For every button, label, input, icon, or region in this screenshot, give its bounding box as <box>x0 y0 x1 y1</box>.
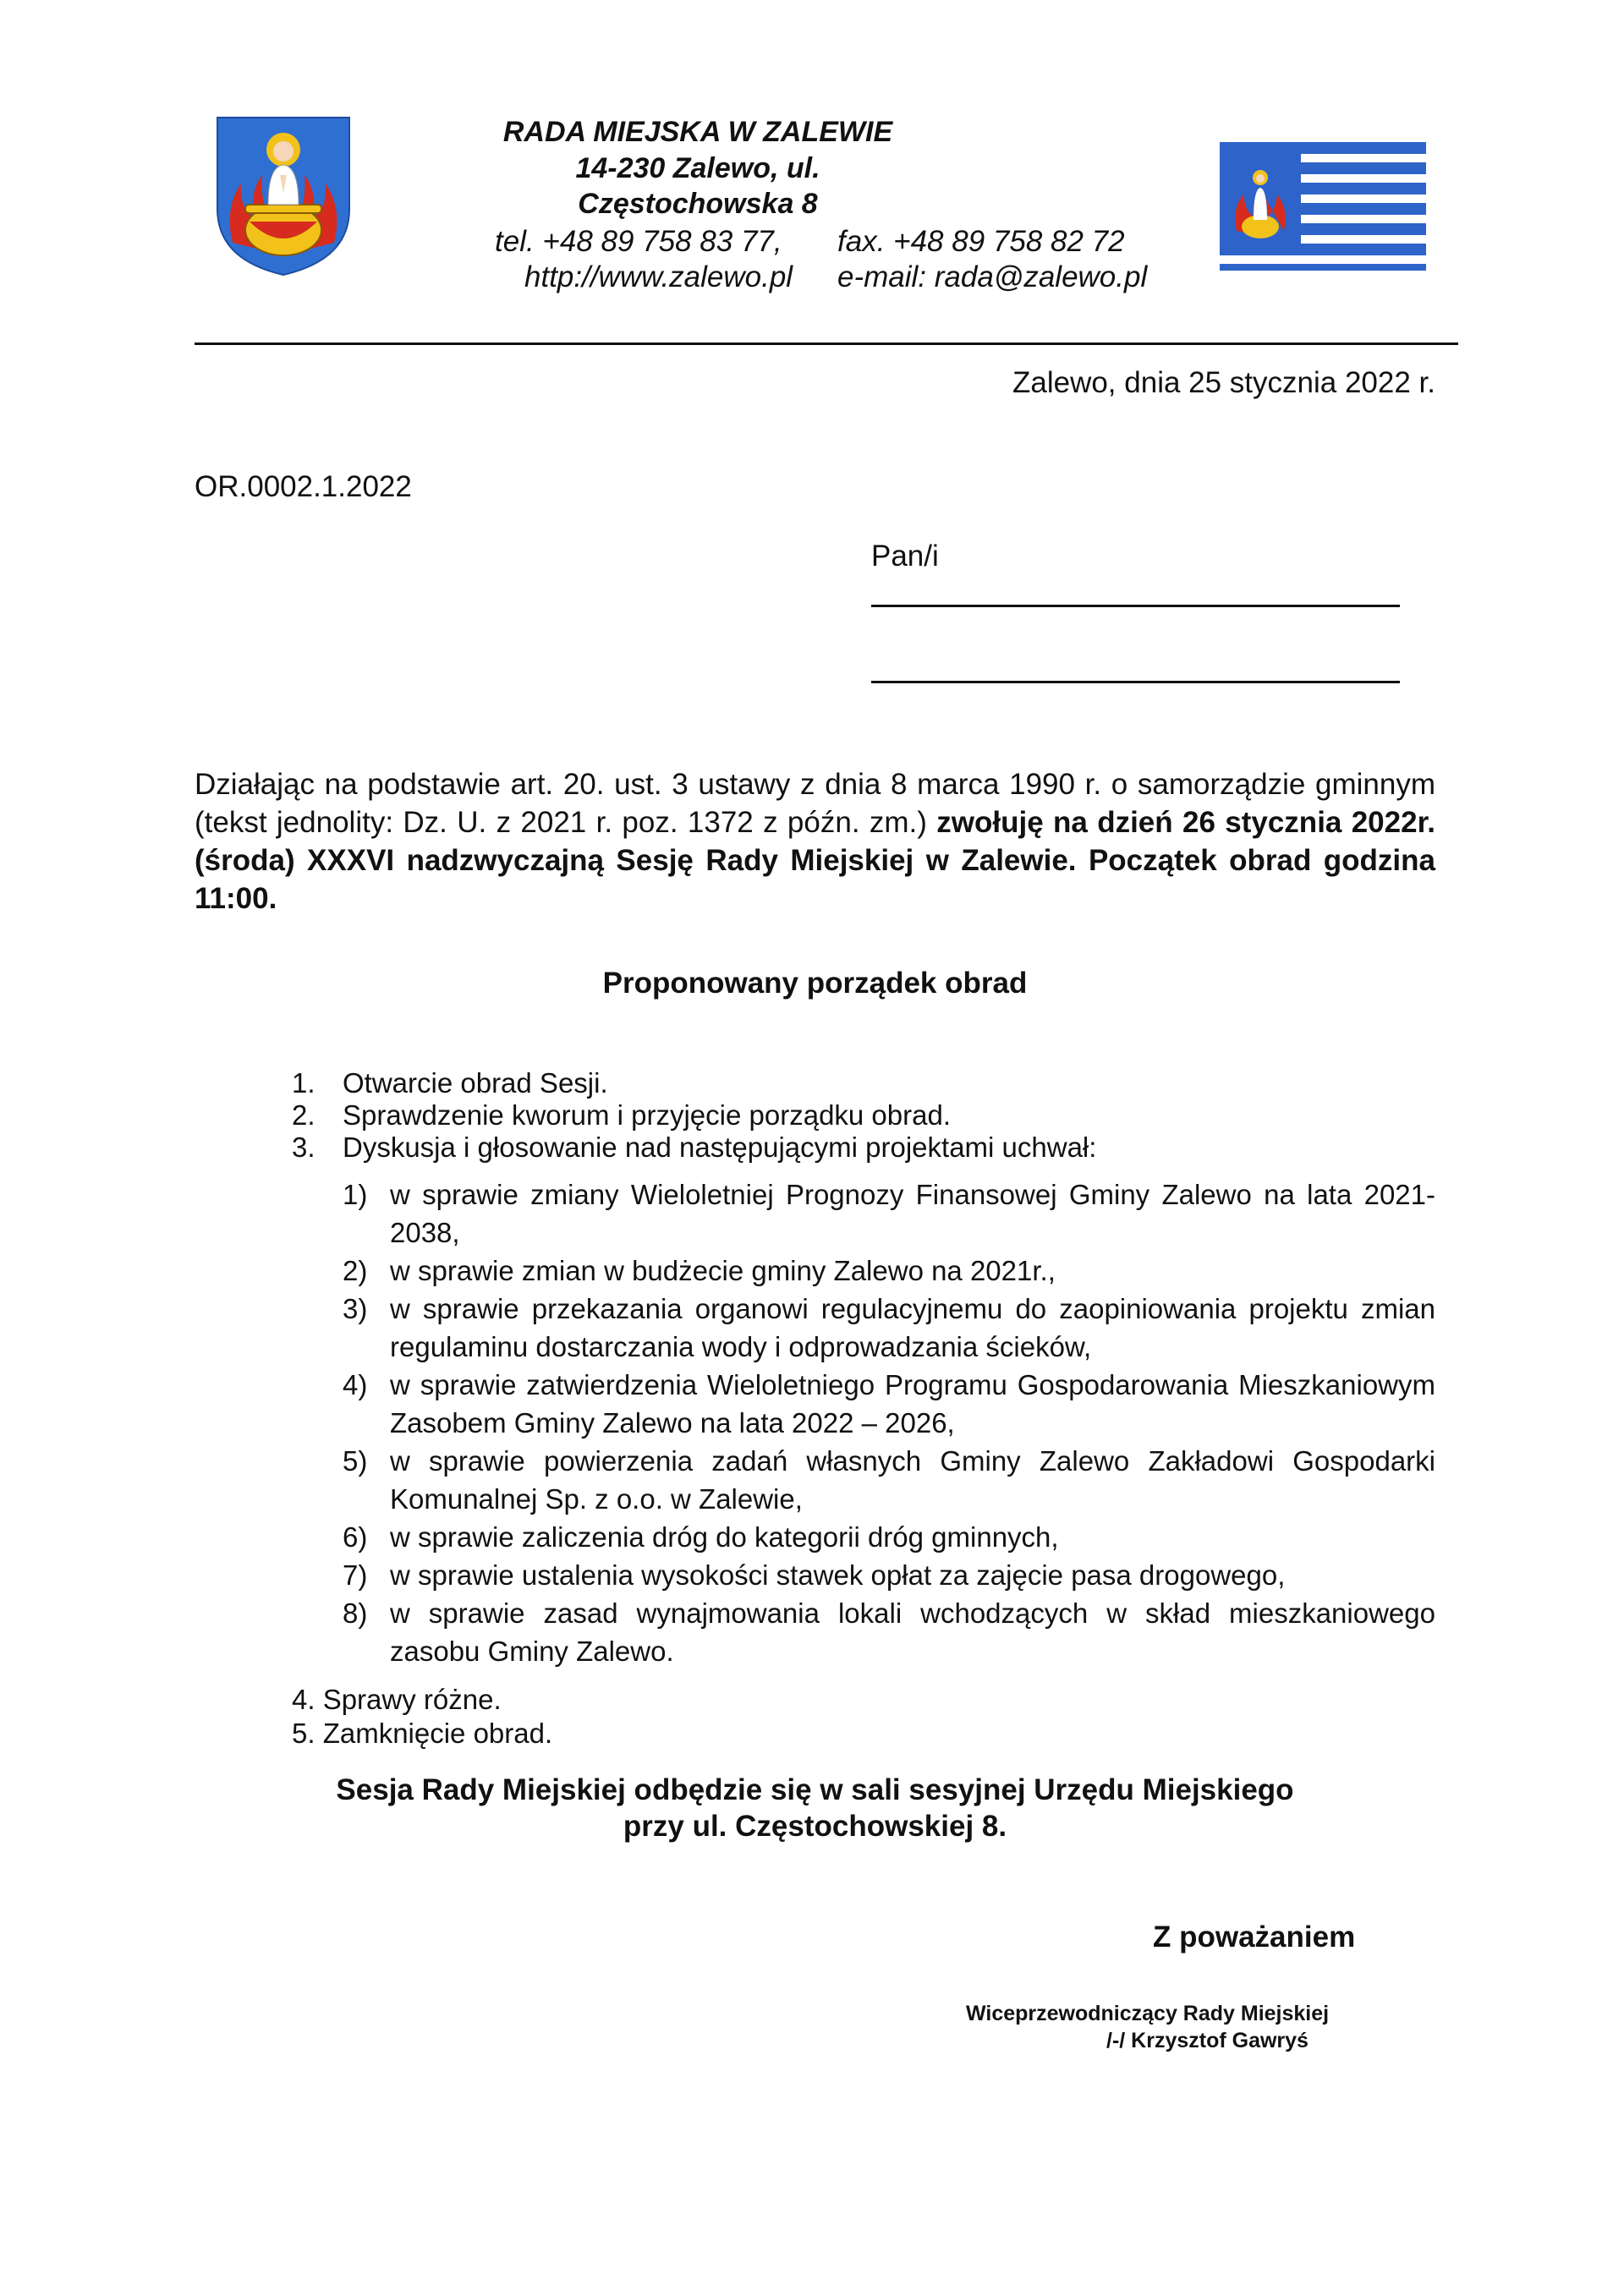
list-item-text: w sprawie ustalenia wysokości stawek opłat za zajęcie pasa drogowego, <box>390 1559 1286 1591</box>
list-item-number: 1) <box>343 1179 368 1210</box>
list-item <box>343 1252 1435 1290</box>
list-item-number: 8) <box>343 1597 368 1629</box>
agenda-tail <box>292 1683 552 1751</box>
list-item-text: w sprawie zmian w budżecie gminy Zalewo na 2021r., <box>390 1255 1056 1286</box>
list-item <box>343 1442 1435 1518</box>
list-item-text: w sprawie zatwierdzenia Wieloletniego Programu Gospodarowania Mieszkaniowym Zasobem Gminy Zalewo na lata 2022 – 2026, <box>390 1369 1435 1438</box>
coat-of-arms-logo <box>216 116 351 277</box>
list-item-number: 6) <box>343 1521 368 1553</box>
list-item-number: 3) <box>343 1293 368 1324</box>
list-item-text: w sprawie powierzenia zadań własnych Gminy Zalewo Zakładowi Gospodarki Komunalnej Sp. z o.o. w Zalewie, <box>390 1445 1435 1515</box>
venue-line-1: Sesja Rady Miejskiej odbędzie się w sali sesyjnej Urzędu Miejskiego <box>336 1773 1294 1806</box>
municipal-flag-logo <box>1220 142 1426 271</box>
header-divider <box>195 342 1458 345</box>
list-item-number: 3. <box>292 1132 315 1163</box>
body-paragraph <box>195 765 1435 918</box>
email-link[interactable]: e-mail: rada@zalewo.pl <box>837 260 1148 293</box>
list-item-number: 2. <box>292 1099 315 1131</box>
body-bold-text: zwołuję na dzień 26 stycznia 2022r. (środa) XXXVI nadzwyczajną Sesję Rady Miejskiej w Zalewie. Początek obrad godzina 11:00. <box>195 806 1435 915</box>
addressee-blank-line-1 <box>871 605 1400 607</box>
list-item-text: Sprawdzenie kworum i przyjęcie porządku obrad. <box>343 1099 952 1131</box>
list-item-number: 1. <box>292 1067 315 1099</box>
list-item-number: 7) <box>343 1559 368 1591</box>
signature-role: Wiceprzewodniczący Rady Miejskiej <box>966 2002 1330 2025</box>
closing-salutation: Z poważaniem <box>1153 1921 1356 1954</box>
venue-line-2: przy ul. Częstochowskiej 8. <box>623 1810 1007 1843</box>
website-link[interactable]: http://www.zalewo.pl <box>524 260 793 293</box>
list-item <box>343 1518 1435 1556</box>
list-item <box>343 1594 1435 1670</box>
list-item <box>292 1067 1435 1099</box>
list-item <box>343 1290 1435 1366</box>
list-item <box>292 1132 1435 1164</box>
addressee-label: Pan/i <box>871 540 939 573</box>
date-line: Zalewo, dnia 25 stycznia 2022 r. <box>1012 366 1435 399</box>
list-item: 5. Zamknięcie obrad. <box>292 1718 553 1749</box>
list-item-number: 5) <box>343 1445 368 1477</box>
list-item <box>343 1175 1435 1252</box>
list-item-text: Otwarcie obrad Sesji. <box>343 1067 608 1099</box>
agenda-title: Proponowany porządek obrad <box>602 967 1028 1000</box>
signature-name: /-/ Krzysztof Gawryś <box>1106 2029 1309 2052</box>
addressee-blank-line-2 <box>871 681 1400 683</box>
fax-number: fax. +48 89 758 82 72 <box>837 225 1125 258</box>
list-item-text: Dyskusja i głosowanie nad następującymi projektami uchwał: <box>343 1132 1097 1163</box>
org-address: 14-230 Zalewo, ul. Częstochowska 8 <box>575 152 820 220</box>
phone-number: tel. +48 89 758 83 77, <box>495 225 782 258</box>
agenda-list <box>292 1067 1435 1164</box>
body-plain-text: Działając na podstawie art. 20. ust. 3 ustawy z dnia 8 marca 1990 r. o samorządzie gminnym (tekst jednolity: Dz. U. z 2021 r. poz. 1372 z późn. zm.) <box>195 768 1435 839</box>
list-item-text: w sprawie zasad wynajmowania lokali wchodzących w skład mieszkaniowego zasobu Gminy Zalewo. <box>390 1597 1435 1667</box>
list-item: 4. Sprawy różne. <box>292 1684 502 1715</box>
org-name: RADA MIEJSKA W ZALEWIE <box>502 116 893 148</box>
list-item <box>343 1556 1435 1594</box>
venue-note <box>195 1772 1435 1844</box>
resolution-list <box>343 1175 1435 1670</box>
list-item-text: w sprawie zmiany Wieloletniej Prognozy Finansowej Gminy Zalewo na lata 2021- 2038, <box>390 1179 1435 1248</box>
list-item <box>343 1366 1435 1442</box>
list-item-text: w sprawie przekazania organowi regulacyjnemu do zaopiniowania projektu zmian regulaminu dostarczania wody i odprowadzania ścieków, <box>390 1293 1435 1362</box>
reference-number: OR.0002.1.2022 <box>195 470 412 503</box>
list-item-number: 2) <box>343 1255 368 1286</box>
list-item-text: w sprawie zaliczenia dróg do kategorii dróg gminnych, <box>390 1521 1059 1553</box>
list-item-number: 4) <box>343 1369 368 1400</box>
list-item <box>292 1099 1435 1132</box>
